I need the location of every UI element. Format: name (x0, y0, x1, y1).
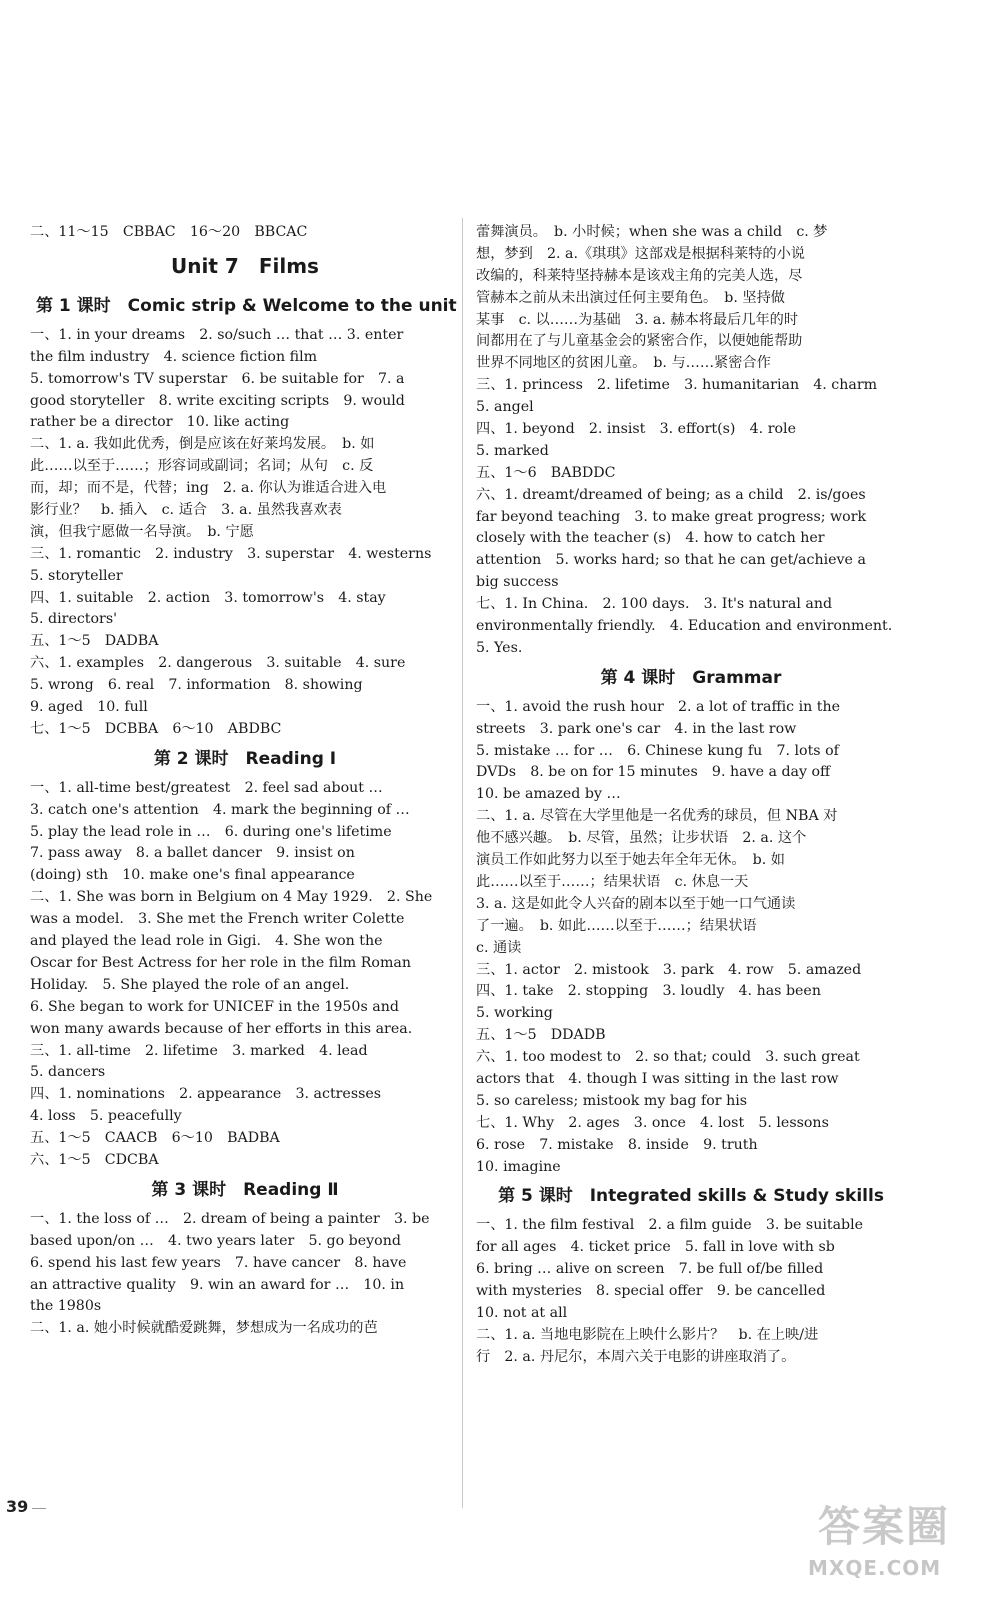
answer-line: 四、1. beyond 2. insist 3. effort(s) 4. role (476, 421, 796, 438)
answer-line: 7. pass away 8. a ballet dancer 9. insist on (30, 845, 355, 862)
page-number: 39 (6, 1497, 29, 1516)
answer-line: rather be a director 10. like acting (30, 414, 290, 431)
answer-line: 六、1. examples 2. dangerous 3. suitable 4. sure (30, 655, 406, 672)
answer-line: 而，却；而不是，代替；ing 2. a. 你认为谁适合进入电 (30, 480, 387, 497)
answer-line: 五、1～6 BABDDC (476, 464, 616, 481)
answer-line: 改编的，科莱特坚持赫本是该戏主角的完美人选，尽 (476, 267, 803, 284)
answer-line: 5. working (476, 1005, 553, 1022)
left-column (30, 222, 460, 1340)
answer-line: big success (476, 574, 559, 591)
answer-line: 二、1. She was born in Belgium on 4 May 1929. 2. She (30, 889, 433, 906)
answer-line: 三、1. princess 2. lifetime 3. humanitarian 4. charm (476, 377, 878, 394)
answer-line: 5. directors' (30, 611, 117, 628)
answer-line: 七、1～5 DCBBA 6～10 ABDBC (30, 720, 282, 737)
section-heading: 第 1 课时 Comic strip & Welcome to the unit (36, 295, 457, 316)
answer-line: 了一遍。 b. 如此……以至于……；结果状语 (476, 917, 757, 934)
answer-line: 间都用在了与儿童基金会的紧密合作，以便她能帮助 (476, 333, 803, 350)
answer-line: (doing) sth 10. make one's final appearance (30, 867, 355, 884)
answer-line: 5. angel (476, 399, 534, 416)
answer-line: 行 2. a. 丹尼尔，本周六关于电影的讲座取消了。 (476, 1348, 796, 1365)
answer-line: DVDs 8. be on for 15 minutes 9. have a day off (476, 764, 831, 781)
answer-line: 5. storyteller (30, 567, 123, 584)
answer-line: based upon/on … 4. two years later 5. go beyond (30, 1232, 401, 1249)
section-heading: 第 5 课时 Integrated skills & Study skills (498, 1186, 884, 1207)
answer-line: 四、1. nominations 2. appearance 3. actresses (30, 1086, 382, 1103)
answer-line: 演员工作如此努力以至于她去年全年无休。 b. 如 (476, 852, 785, 869)
answer-line: 二、1. a. 她小时候就酷爱跳舞，梦想成为一名成功的芭 (30, 1320, 378, 1337)
answer-line: 演，但我宁愿做一名导演。 b. 宁愿 (30, 523, 254, 540)
answer-line: 世界不同地区的贫困儿童。 b. 与……紧密合作 (476, 355, 771, 372)
answer-line: 10. imagine (476, 1158, 561, 1175)
answer-line: 3. a. 这是如此令人兴奋的剧本以至于她一口气通读 (476, 895, 796, 912)
answer-line: 9. aged 10. full (30, 699, 148, 716)
answer-line: 二、1. a. 尽管在大学里他是一名优秀的球员，但 NBA 对 (476, 808, 838, 825)
answer-line: an attractive quality 9. win an award for … 10. in (30, 1276, 405, 1293)
answer-line: 想，梦到 2. a.《琪琪》这部戏是根据科莱特的小说 (476, 245, 805, 262)
answer-line: 5. tomorrow's TV superstar 6. be suitable for 7. a (30, 370, 405, 387)
answer-line: 一、1. all-time best/greatest 2. feel sad about … (30, 779, 383, 796)
answer-line: 四、1. suitable 2. action 3. tomorrow's 4. stay (30, 589, 386, 606)
answer-line: 二、11～15 CBBAC 16～20 BBCAC (30, 224, 308, 240)
answer-line: 影行业？ b. 插入 c. 适合 3. a. 虽然我喜欢表 (30, 502, 342, 519)
answer-line: attention 5. works hard; so that he can get/achieve a (476, 552, 866, 569)
section-heading: 第 2 课时 Reading Ⅰ (153, 748, 337, 769)
answer-line: 管赫本之前从未出演过任何主要角色。 b. 坚持做 (476, 289, 785, 306)
answer-line: won many awards because of her efforts in this area. (30, 1020, 413, 1037)
answer-line: closely with the teacher (s) 4. how to catch her (476, 530, 825, 547)
answer-line: 一、1. the film festival 2. a film guide 3. be suitable (476, 1217, 864, 1234)
answer-line: far beyond teaching 3. to make great progress; work (476, 508, 867, 525)
answer-line: good storyteller 8. write exciting scripts 9. would (30, 392, 405, 409)
answer-line: 5. play the lead role in … 6. during one's lifetime (30, 823, 392, 840)
answer-line: for all ages 4. ticket price 5. fall in love with sb (476, 1239, 835, 1256)
answer-line: 七、1. In China. 2. 100 days. 3. It's natural and (476, 596, 833, 613)
section-heading: 第 3 课时 Reading Ⅱ (151, 1179, 339, 1200)
answer-line: 蕾舞演员。 b. 小时候；when she was a child c. 梦 (476, 224, 828, 240)
answer-line: 二、1. a. 我如此优秀，倒是应该在好莱坞发展。 b. 如 (30, 436, 375, 453)
answer-line: 一、1. the loss of … 2. dream of being a painter 3. be (30, 1210, 430, 1227)
answer-line: 他不感兴趣。 b. 尽管，虽然；让步状语 2. a. 这个 (476, 830, 807, 847)
page-number-rule (32, 1508, 46, 1509)
answer-line: 三、1. actor 2. mistook 3. park 4. row 5. amazed (476, 961, 862, 978)
answer-line: 六、1. dreamt/dreamed of being; as a child 2. is/goes (476, 486, 866, 503)
answer-line: Oscar for Best Actress for her role in the film Roman (30, 954, 411, 971)
answer-line: 6. spend his last few years 7. have cancer 8. have (30, 1254, 407, 1271)
answer-line: 某事 c. 以……为基础 3. a. 赫本将最后几年的时 (476, 311, 799, 328)
answer-line: Holiday. 5. She played the role of an angel. (30, 976, 350, 993)
answer-line: 5. marked (476, 442, 549, 459)
answer-line: 10. not at all (476, 1304, 568, 1321)
answer-line: 五、1～5 CAACB 6～10 BADBA (30, 1130, 280, 1147)
answer-line: 五、1～5 DADBA (30, 633, 159, 650)
answer-line: with mysteries 8. special offer 9. be cancelled (476, 1283, 826, 1300)
unit-title: Unit 7 Films (171, 253, 319, 278)
answer-line: 三、1. romantic 2. industry 3. superstar 4. westerns (30, 545, 432, 562)
answer-line: 5. wrong 6. real 7. information 8. showing (30, 677, 363, 694)
answer-line: actors that 4. though I was sitting in the last row (476, 1070, 839, 1087)
answer-line: 5. dancers (30, 1064, 106, 1081)
answer-line: 二、1. a. 当地电影院在上映什么影片？ b. 在上映/进 (476, 1326, 819, 1343)
answer-line: 七、1. Why 2. ages 3. once 4. lost 5. lessons (476, 1114, 829, 1131)
answer-line: 六、1～5 CDCBA (30, 1151, 159, 1168)
section-heading: 第 4 课时 Grammar (600, 667, 782, 688)
answer-line: 5. mistake … for … 6. Chinese kung fu 7. lots of (476, 742, 839, 759)
answer-line: the 1980s (30, 1298, 102, 1315)
answer-line: 此……以至于……；形容词或副词；名词；从句 c. 反 (30, 458, 374, 475)
answer-line: 6. She began to work for UNICEF in the 1950s and (30, 998, 399, 1015)
answer-line: c. 通读 (476, 939, 522, 956)
answer-line: 6. bring … alive on screen 7. be full of/be filled (476, 1261, 824, 1278)
answer-line: 一、1. avoid the rush hour 2. a lot of traffic in the (476, 698, 840, 715)
right-column (476, 222, 906, 1369)
answer-line: 6. rose 7. mistake 8. inside 9. truth (476, 1136, 758, 1153)
watermark-logo: 答案圈 (818, 1502, 951, 1551)
answer-line: 四、1. take 2. stopping 3. loudly 4. has been (476, 983, 821, 1000)
answer-line: 10. be amazed by … (476, 786, 621, 803)
answer-line: 5. so careless; mistook my bag for his (476, 1092, 748, 1109)
answer-line: 五、1～5 DDADB (476, 1027, 606, 1044)
answer-line: was a model. 3. She met the French writer Colette (30, 911, 405, 928)
column-divider (462, 218, 463, 1508)
answer-line: 5. Yes. (476, 639, 523, 656)
answer-line: 4. loss 5. peacefully (30, 1108, 182, 1125)
answer-line: environmentally friendly. 4. Education and environment. (476, 618, 893, 635)
answer-line: streets 3. park one's car 4. in the last row (476, 720, 797, 737)
answer-line: 此……以至于……；结果状语 c. 休息一天 (476, 873, 749, 890)
answer-line: the film industry 4. science fiction film (30, 348, 318, 365)
watermark-url: MXQE.COM (808, 1556, 942, 1580)
answer-line: 3. catch one's attention 4. mark the beginning of … (30, 801, 410, 818)
answer-line: 三、1. all-time 2. lifetime 3. marked 4. lead (30, 1042, 368, 1059)
answer-line: 六、1. too modest to 2. so that; could 3. such great (476, 1049, 860, 1066)
answer-line: and played the lead role in Gigi. 4. She won the (30, 933, 383, 950)
answer-line: 一、1. in your dreams 2. so/such … that … 3. enter (30, 326, 404, 343)
